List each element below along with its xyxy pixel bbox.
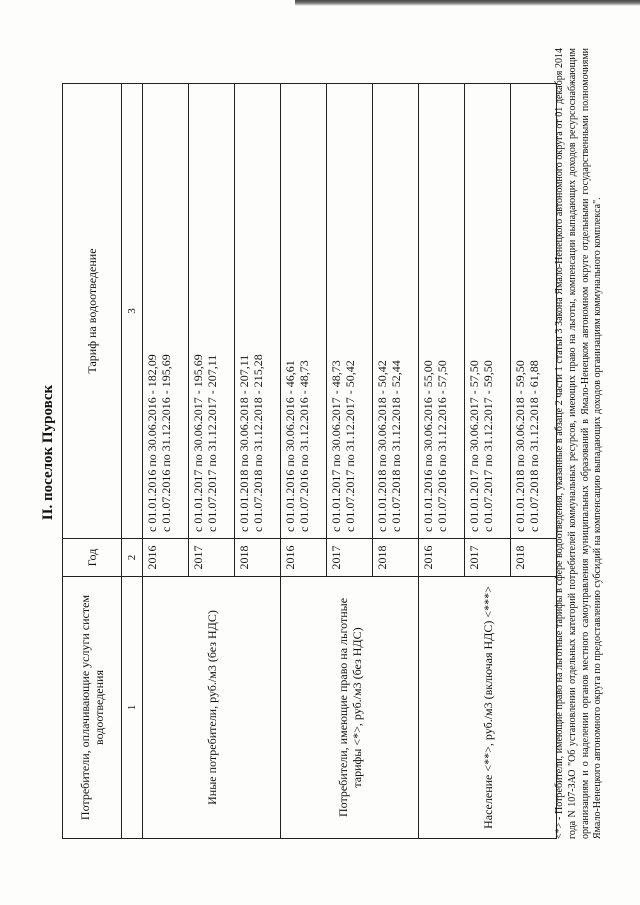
table-row [143,84,189,839]
tariff-period: с 01.01.2016 по 30.06.2016 - 46,61 [283,360,297,532]
header-consumers: Потребители, оплачивающие услуги систем водоотведения [63,577,122,839]
tariff-cell [373,84,419,539]
tariff-cell [327,84,373,539]
year-cell: 2018 [235,539,281,577]
tariff-cell [281,84,327,539]
column-number: 2 [122,539,143,577]
tariff-period: с 01.07.2016 по 31.12.2016 - 48,73 [297,360,311,532]
column-number: 3 [122,84,143,539]
column-number: 1 [122,577,143,839]
tariff-period: с 01.07.2017 по 31.12.2017 - 50,42 [343,360,357,532]
table-header-row [63,84,122,839]
year-cell: 2016 [281,539,327,577]
year-cell: 2017 [189,539,235,577]
footnote: <*> - Потребители, имеющие право на льготные тарифы в сфере водоотведения, указанные в абзаце 2 части 1 статьи 3 Закона Ямало-Ненецкого автономного округа от 01 декабря 2014 года N 107-ЗАО "Об установлении отдельных категорий потребителей коммунальных ресурсов, имеющих право на льготы, компенсации выпадающих доходов ресурсоснабжающим организациям и о наделении органов местного самоуправления муниципальных образований в Ямало-Ненецком автономном округе отдельными государственными полномочиями Ямало-Ненецкого автономного округа по предоставлению субсидий на компенсацию выпадающих доходов организациям коммунального комплекса". [554,48,604,839]
tariff-period: с 01.07.2016 по 31.12.2016 - 195,69 [159,354,173,532]
tariff-period: с 01.01.2018 по 30.06.2018 - 59,50 [513,360,527,532]
year-cell: 2016 [143,539,189,577]
year-cell: 2017 [327,539,373,577]
tariff-period: с 01.01.2018 по 30.06.2018 - 207,11 [237,354,251,532]
tariff-period: с 01.07.2016 по 31.12.2016 - 57,50 [435,360,449,532]
tariff-period: с 01.07.2017 по 31.12.2017 - 59,50 [481,360,495,532]
table-row [419,84,465,839]
tariff-cell [511,84,557,539]
page-title: II. поселок Пуровск [40,384,56,521]
tariff-period: с 01.01.2017 по 30.06.2017 - 48,73 [329,360,343,532]
column-number-row [122,84,143,839]
tariff-cell [189,84,235,539]
table-row [281,84,327,839]
tariff-period: с 01.07.2018 по 31.12.2018 - 52,44 [389,360,403,532]
year-cell: 2016 [419,539,465,577]
year-cell: 2018 [373,539,419,577]
header-year: Год [63,539,122,577]
tariff-period: с 01.01.2017 по 30.06.2017 - 195,69 [191,354,205,532]
year-cell: 2017 [465,539,511,577]
tariff-period: с 01.07.2017 по 31.12.2017 - 207,11 [205,354,219,532]
tariff-cell [235,84,281,539]
tariff-period: с 01.01.2016 по 30.06.2016 - 55,00 [421,360,435,532]
tariff-period: с 01.01.2018 по 30.06.2018 - 50,42 [375,360,389,532]
tariff-cell [419,84,465,539]
tariff-cell [465,84,511,539]
tariff-cell [143,84,189,539]
tariff-table [62,83,557,839]
consumer-category: Иные потребители, руб./м3 (без НДС) [143,577,281,839]
consumer-category: Население <**>, руб./м3 (включая НДС) <***> [419,577,557,839]
tariff-period: с 01.01.2017 по 30.06.2017 - 57,50 [467,360,481,532]
year-cell: 2018 [511,539,557,577]
tariff-period: с 01.01.2016 по 30.06.2016 - 182,09 [145,354,159,532]
tariff-period: с 01.07.2018 по 31.12.2018 - 61,88 [527,360,541,532]
header-tariff: Тариф на водоотведение [63,84,122,539]
tariff-period: с 01.07.2018 по 31.12.2018 - 215,28 [251,354,265,532]
consumer-category: Потребители, имеющие право на льготные тарифы <*>, руб./м3 (без НДС) [281,577,419,839]
